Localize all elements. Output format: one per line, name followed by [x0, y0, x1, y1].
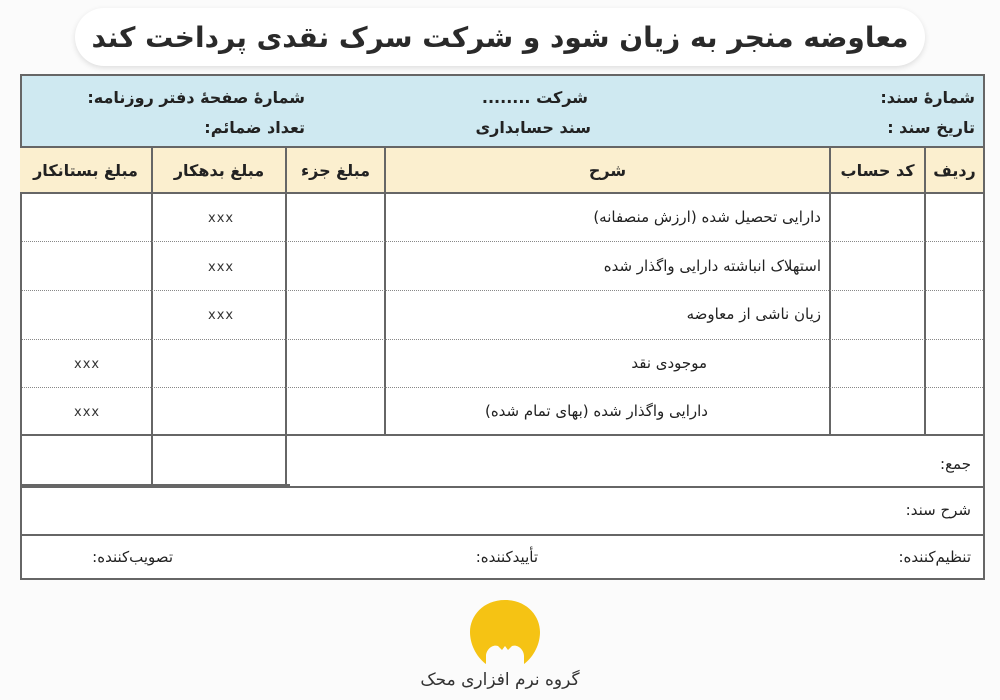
- row-description: زیان ناشی از معاوضه: [686, 305, 821, 323]
- col-description: شرح: [386, 148, 829, 192]
- col-account-code: کد حساب: [831, 148, 924, 192]
- mahak-logo-icon: [466, 598, 544, 668]
- ratified-by-label: تصویب‌کننده:: [92, 548, 173, 566]
- row-debit: xxx: [208, 211, 235, 226]
- row-description: موجودی نقد: [631, 354, 707, 372]
- row-separator: [22, 241, 983, 242]
- column-headers: [22, 148, 983, 194]
- row-separator: [22, 387, 983, 388]
- divider: [22, 434, 983, 436]
- doc-description-label: شرح سند:: [905, 501, 971, 519]
- col-credit: مبلغ بستانکار: [20, 148, 151, 192]
- journal-page-label: شمارهٔ صفحهٔ دفتر روزنامه:: [87, 88, 305, 107]
- row-separator: [22, 339, 983, 340]
- doc-type-label: سند حسابداری: [475, 118, 591, 137]
- company-label: شرکت ........: [481, 88, 588, 107]
- doc-date-label: تاریخ سند :: [887, 118, 975, 137]
- row-description: استهلاک انباشته دارایی واگذار شده: [603, 257, 821, 275]
- prepared-by-label: تنظیم‌کننده:: [898, 548, 971, 566]
- col-partial: مبلغ جزء: [287, 148, 384, 192]
- total-label: جمع:: [940, 455, 971, 473]
- row-credit: xxx: [74, 405, 101, 420]
- row-debit: xxx: [208, 308, 235, 323]
- page-title: معاوضه منجر به زیان شود و شرکت سرک نقدی پرداخت کند: [75, 8, 925, 66]
- divider: [22, 534, 983, 536]
- divider: [829, 148, 831, 436]
- row-description: دارایی واگذار شده (بهای تمام شده): [484, 402, 708, 420]
- divider: [22, 486, 983, 488]
- col-debit: مبلغ بدهکار: [153, 148, 285, 192]
- divider: [924, 148, 926, 436]
- approved-by-label: تأییدکننده:: [475, 548, 538, 566]
- attachments-label: تعداد ضمائم:: [204, 118, 305, 137]
- brand-name: گروه نرم افزاری محک: [420, 670, 580, 690]
- row-credit: xxx: [74, 357, 101, 372]
- voucher-header: [22, 76, 983, 148]
- row-debit: xxx: [208, 260, 235, 275]
- col-row: ردیف: [926, 148, 983, 192]
- accounting-voucher: [20, 74, 985, 580]
- doc-number-label: شمارهٔ سند:: [880, 88, 975, 107]
- divider: [384, 148, 386, 436]
- row-separator: [22, 290, 983, 291]
- row-description: دارایی تحصیل شده (ارزش منصفانه): [593, 208, 821, 226]
